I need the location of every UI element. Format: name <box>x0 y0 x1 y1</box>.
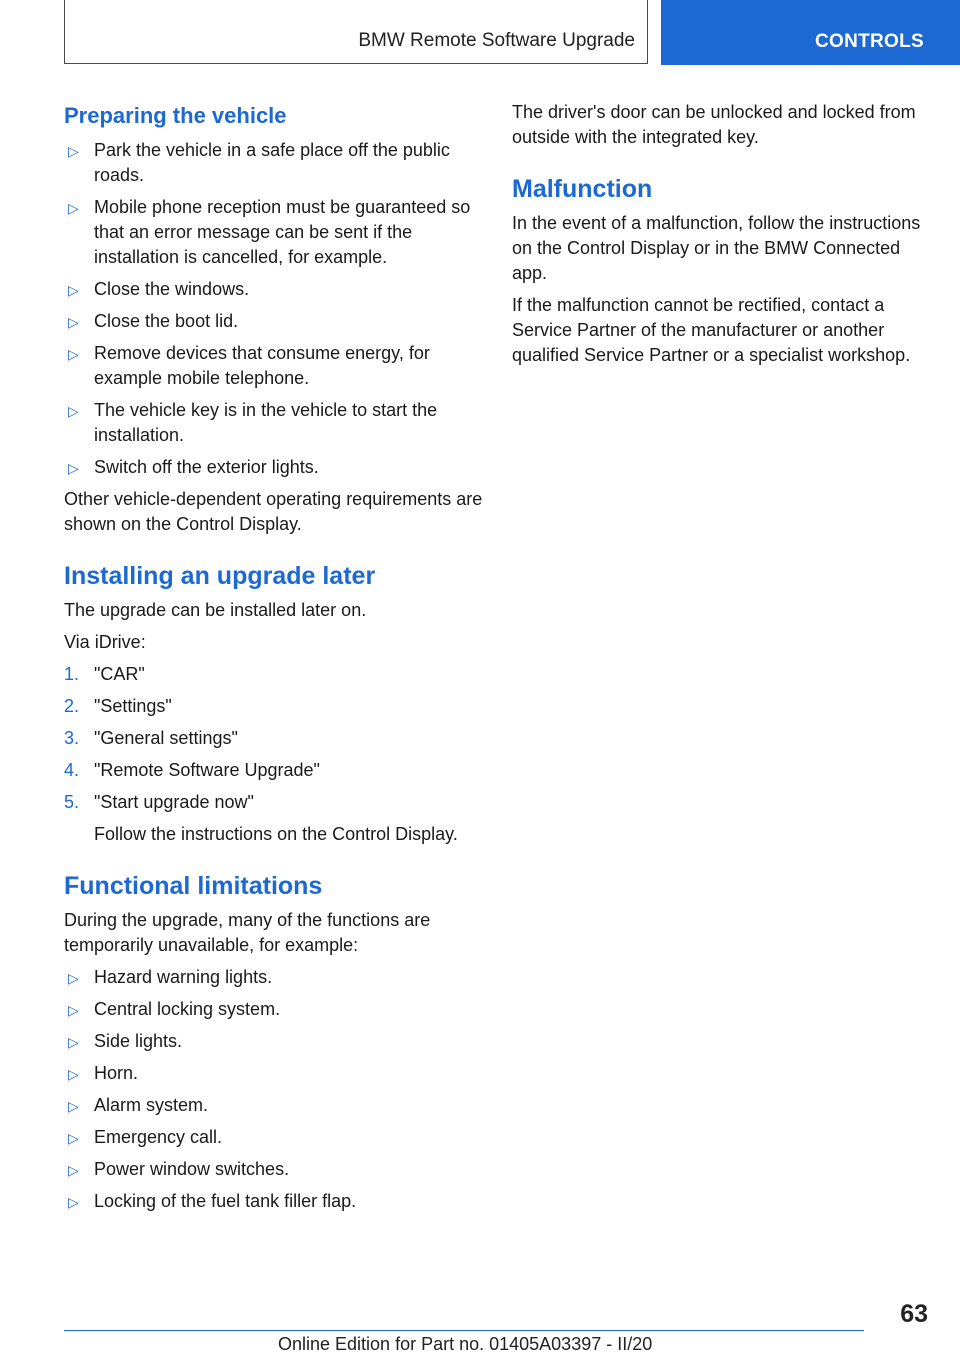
triangle-right-icon: ▷ <box>68 200 79 216</box>
step-number: 2. <box>64 696 80 716</box>
triangle-right-icon: ▷ <box>68 143 79 159</box>
step-note: Follow the instructions on the Control Display. <box>94 824 458 844</box>
triangle-right-icon: ▷ <box>68 282 79 298</box>
step-item: 1. "CAR" <box>64 662 484 687</box>
section-tab: CONTROLS <box>661 0 960 65</box>
list-item: ▷ Switch off the exterior lights. <box>64 455 484 480</box>
triangle-right-icon: ▷ <box>68 1034 79 1050</box>
triangle-right-icon: ▷ <box>68 460 79 476</box>
header-title-box <box>64 0 648 64</box>
list-item: ▷ Close the windows. <box>64 277 484 302</box>
list-item: ▷ Park the vehicle in a safe place off the public roads. <box>68 140 450 185</box>
via-idrive: Via iDrive: <box>64 632 146 652</box>
list-item: ▷ The vehicle key is in the vehicle to start the installation. <box>68 400 438 445</box>
list-item: ▷ Central locking system. <box>64 997 484 1022</box>
triangle-right-icon: ▷ <box>68 1162 79 1178</box>
triangle-right-icon: ▷ <box>68 1066 79 1082</box>
limitations-intro: During the upgrade, many of the functions are temporarily unavailable, for example: <box>64 910 431 955</box>
heading-installing: Installing an upgrade later <box>64 562 376 590</box>
triangle-right-icon: ▷ <box>68 1002 79 1018</box>
list-item: ▷ Hazard warning lights. <box>64 965 484 990</box>
steps-list <box>64 662 484 847</box>
malfunction-p2: If the malfunction cannot be rectified, contact a Service Partner of the manufacturer or another qualified Service Partner or a specialist workshop. <box>512 295 911 365</box>
left-column <box>64 100 484 1221</box>
list-item: ▷ Power window switches. <box>64 1157 484 1182</box>
step-number: 5. <box>64 792 80 812</box>
step-number: 3. <box>64 728 80 748</box>
step-item: 2. "Settings" <box>64 694 484 719</box>
triangle-right-icon: ▷ <box>68 970 79 986</box>
installing-intro: The upgrade can be installed later on. <box>64 600 367 620</box>
list-item: ▷ Mobile phone reception must be guaranteed so that an error message can be sent if the installation is cancelled, for example. <box>68 197 471 267</box>
triangle-right-icon: ▷ <box>68 403 79 419</box>
list-item: ▷ Emergency call. <box>64 1125 484 1150</box>
operating-requirements-note: Other vehicle-dependent operating requirements are shown on the Control Display. <box>64 489 483 534</box>
list-item: ▷ Alarm system. <box>64 1093 484 1118</box>
step-number: 4. <box>64 760 80 780</box>
triangle-right-icon: ▷ <box>68 314 79 330</box>
triangle-right-icon: ▷ <box>68 1194 79 1210</box>
step-item: 5. "Start upgrade now" Follow the instructions on the Control Display. <box>64 790 484 847</box>
right-column <box>512 100 927 375</box>
list-item: ▷ Side lights. <box>64 1029 484 1054</box>
heading-malfunction: Malfunction <box>512 175 653 203</box>
triangle-right-icon: ▷ <box>68 346 79 362</box>
chapter-title: BMW Remote Software Upgrade <box>358 30 635 51</box>
step-item: 3. "General settings" <box>64 726 484 751</box>
list-item: ▷ Remove devices that consume energy, for example mobile telephone. <box>68 343 430 388</box>
step-number: 1. <box>64 664 80 684</box>
preparing-list <box>64 138 484 480</box>
list-item: ▷ Close the boot lid. <box>64 309 484 334</box>
page-number: 63 <box>900 1300 928 1328</box>
heading-preparing: Preparing the vehicle <box>64 103 287 128</box>
heading-limitations: Functional limitations <box>64 872 323 900</box>
limitations-list <box>64 965 484 1214</box>
malfunction-p1: In the event of a malfunction, follow the instructions on the Control Display or in the BMW Connected app. <box>512 213 921 283</box>
footer-edition: Online Edition for Part no. 01405A03397 - II/20 <box>278 1334 653 1354</box>
triangle-right-icon: ▷ <box>68 1098 79 1114</box>
list-item: ▷ Locking of the fuel tank filler flap. <box>64 1189 484 1214</box>
door-text: The driver's door can be unlocked and locked from outside with the integrated key. <box>512 102 916 147</box>
list-item: ▷ Horn. <box>64 1061 484 1086</box>
triangle-right-icon: ▷ <box>68 1130 79 1146</box>
step-item: 4. "Remote Software Upgrade" <box>64 758 484 783</box>
footer-divider <box>64 1330 864 1331</box>
